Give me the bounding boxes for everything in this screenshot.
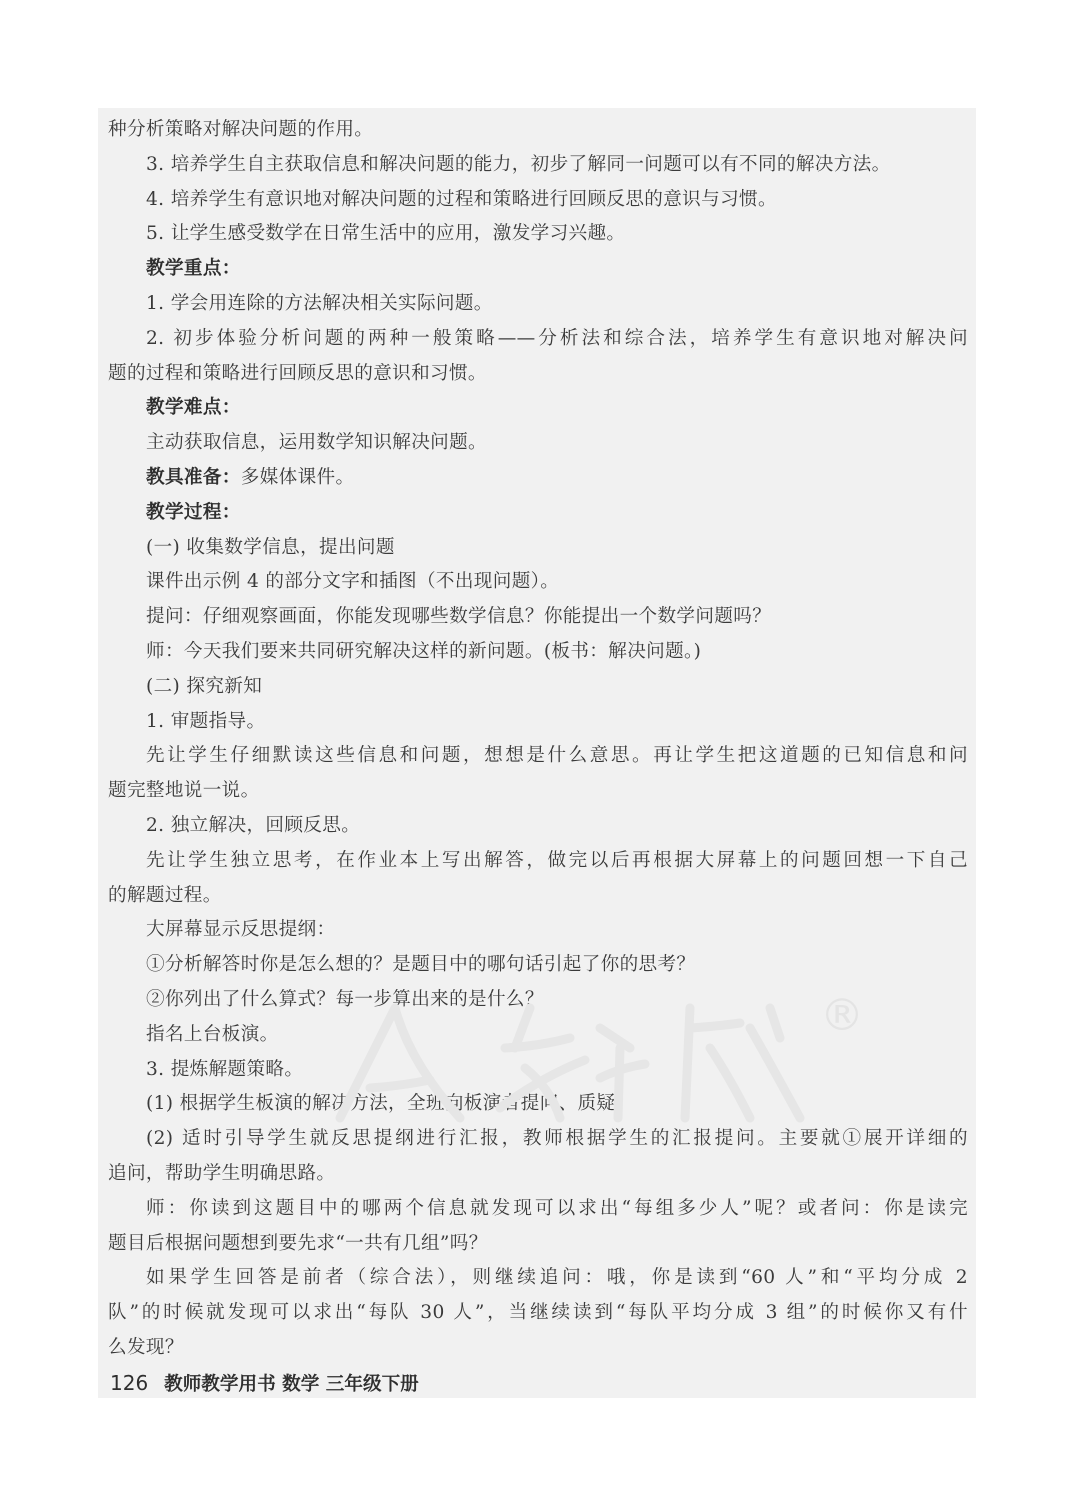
text-line: 5. 让学生感受数学在日常生活中的应用，激发学习兴趣。 — [146, 223, 626, 245]
text-line: 的解题过程。 — [108, 884, 222, 906]
text-line: 主动获取信息，运用数学知识解决问题。 — [146, 432, 487, 454]
page-number: 126 — [110, 1371, 149, 1395]
text-line: 4. 培养学生有意识地对解决问题的过程和策略进行回顾反思的意识与习惯。 — [146, 188, 777, 210]
text-line: (1) 根据学生板演的解决方法，全班向板演者提问、质疑。 — [146, 1093, 635, 1115]
text-line: ②你列出了什么算式？每一步算出来的是什么？ — [146, 988, 544, 1010]
text-line: 先让学生仔细默读这些信息和问题，想想是什么意思。再让学生把这道题的已知信息和问 — [146, 745, 968, 767]
text-line: 种分析策略对解决问题的作用。 — [108, 119, 374, 140]
book-title: 教师教学用书 数学 三年级下册 — [164, 1374, 419, 1395]
line-text: 多媒体课件。 — [240, 466, 355, 488]
text-line: 师：今天我们要来共同研究解决这样的新问题。(板书：解决问题。) — [146, 640, 702, 662]
text-line: 大屏幕显示反思提纲： — [146, 919, 336, 941]
document-body — [108, 113, 968, 1366]
text-line: 1. 审题指导。 — [146, 710, 266, 732]
text-line: 么发现？ — [108, 1336, 184, 1358]
text-line: 2. 初步体验分析问题的两种一般策略——分析法和综合法，培养学生有意识地对解决问 — [146, 327, 968, 349]
text-line: 题的过程和策略进行回顾反思的意识和习惯。 — [108, 362, 487, 384]
text-line: (二) 探究新知 — [146, 675, 263, 697]
registered-mark: ® — [820, 990, 864, 1041]
text-line: 1. 学会用连除的方法解决相关实际问题。 — [146, 292, 493, 314]
text-line: ①分析解答时你是怎么想的？是题目中的哪句话引起了你的思考？ — [146, 954, 696, 976]
text-line: 提问：仔细观察画面，你能发现哪些数学信息？你能提出一个数学问题吗？ — [146, 606, 772, 628]
text-line: 队”的时候就发现可以求出“每队 30 人”，当继续读到“每队平均分成 3 组”的时候你又有什 — [108, 1302, 968, 1324]
text-line: 如果学生回答是前者（综合法），则继续追问：哦，你是读到“60 人”和“平均分成 2 — [146, 1267, 968, 1289]
text-line: (2) 适时引导学生就反思提纲进行汇报，教师根据学生的汇报提问。主要就①展开详细的 — [146, 1128, 968, 1150]
text-line: 题完整地说一说。 — [108, 780, 260, 802]
text-line: 教学重点： — [146, 258, 241, 280]
text-line: 师：你读到这题目中的哪两个信息就发现可以求出“每组多少人”呢？或者问：你是读完 — [146, 1197, 968, 1219]
text-line: 追问，帮助学生明确思路。 — [108, 1162, 336, 1184]
text-line: 3. 提炼解题策略。 — [146, 1058, 304, 1080]
text-line: 指名上台板演。 — [146, 1023, 279, 1045]
text-line: 2. 独立解决，回顾反思。 — [146, 814, 361, 836]
text-line: 课件出示例 4 的部分文字和插图（不出现问题）。 — [146, 571, 560, 593]
text-line: 教学过程： — [146, 501, 241, 523]
text-line: 题目后根据问题想到要先求“一共有几组”吗？ — [108, 1232, 488, 1254]
text-line: 先让学生独立思考，在作业本上写出解答，做完以后再根据大屏幕上的问题回想一下自己 — [146, 849, 968, 871]
text-line — [108, 461, 968, 496]
text-line: 3. 培养学生自主获取信息和解决问题的能力，初步了解同一问题可以有不同的解决方法。 — [146, 153, 891, 175]
lead-label: 教具准备： — [146, 466, 241, 488]
text-line: 教学难点： — [146, 397, 241, 419]
text-line: (一) 收集数学信息，提出问题 — [146, 536, 395, 558]
page-footer — [110, 1370, 419, 1396]
